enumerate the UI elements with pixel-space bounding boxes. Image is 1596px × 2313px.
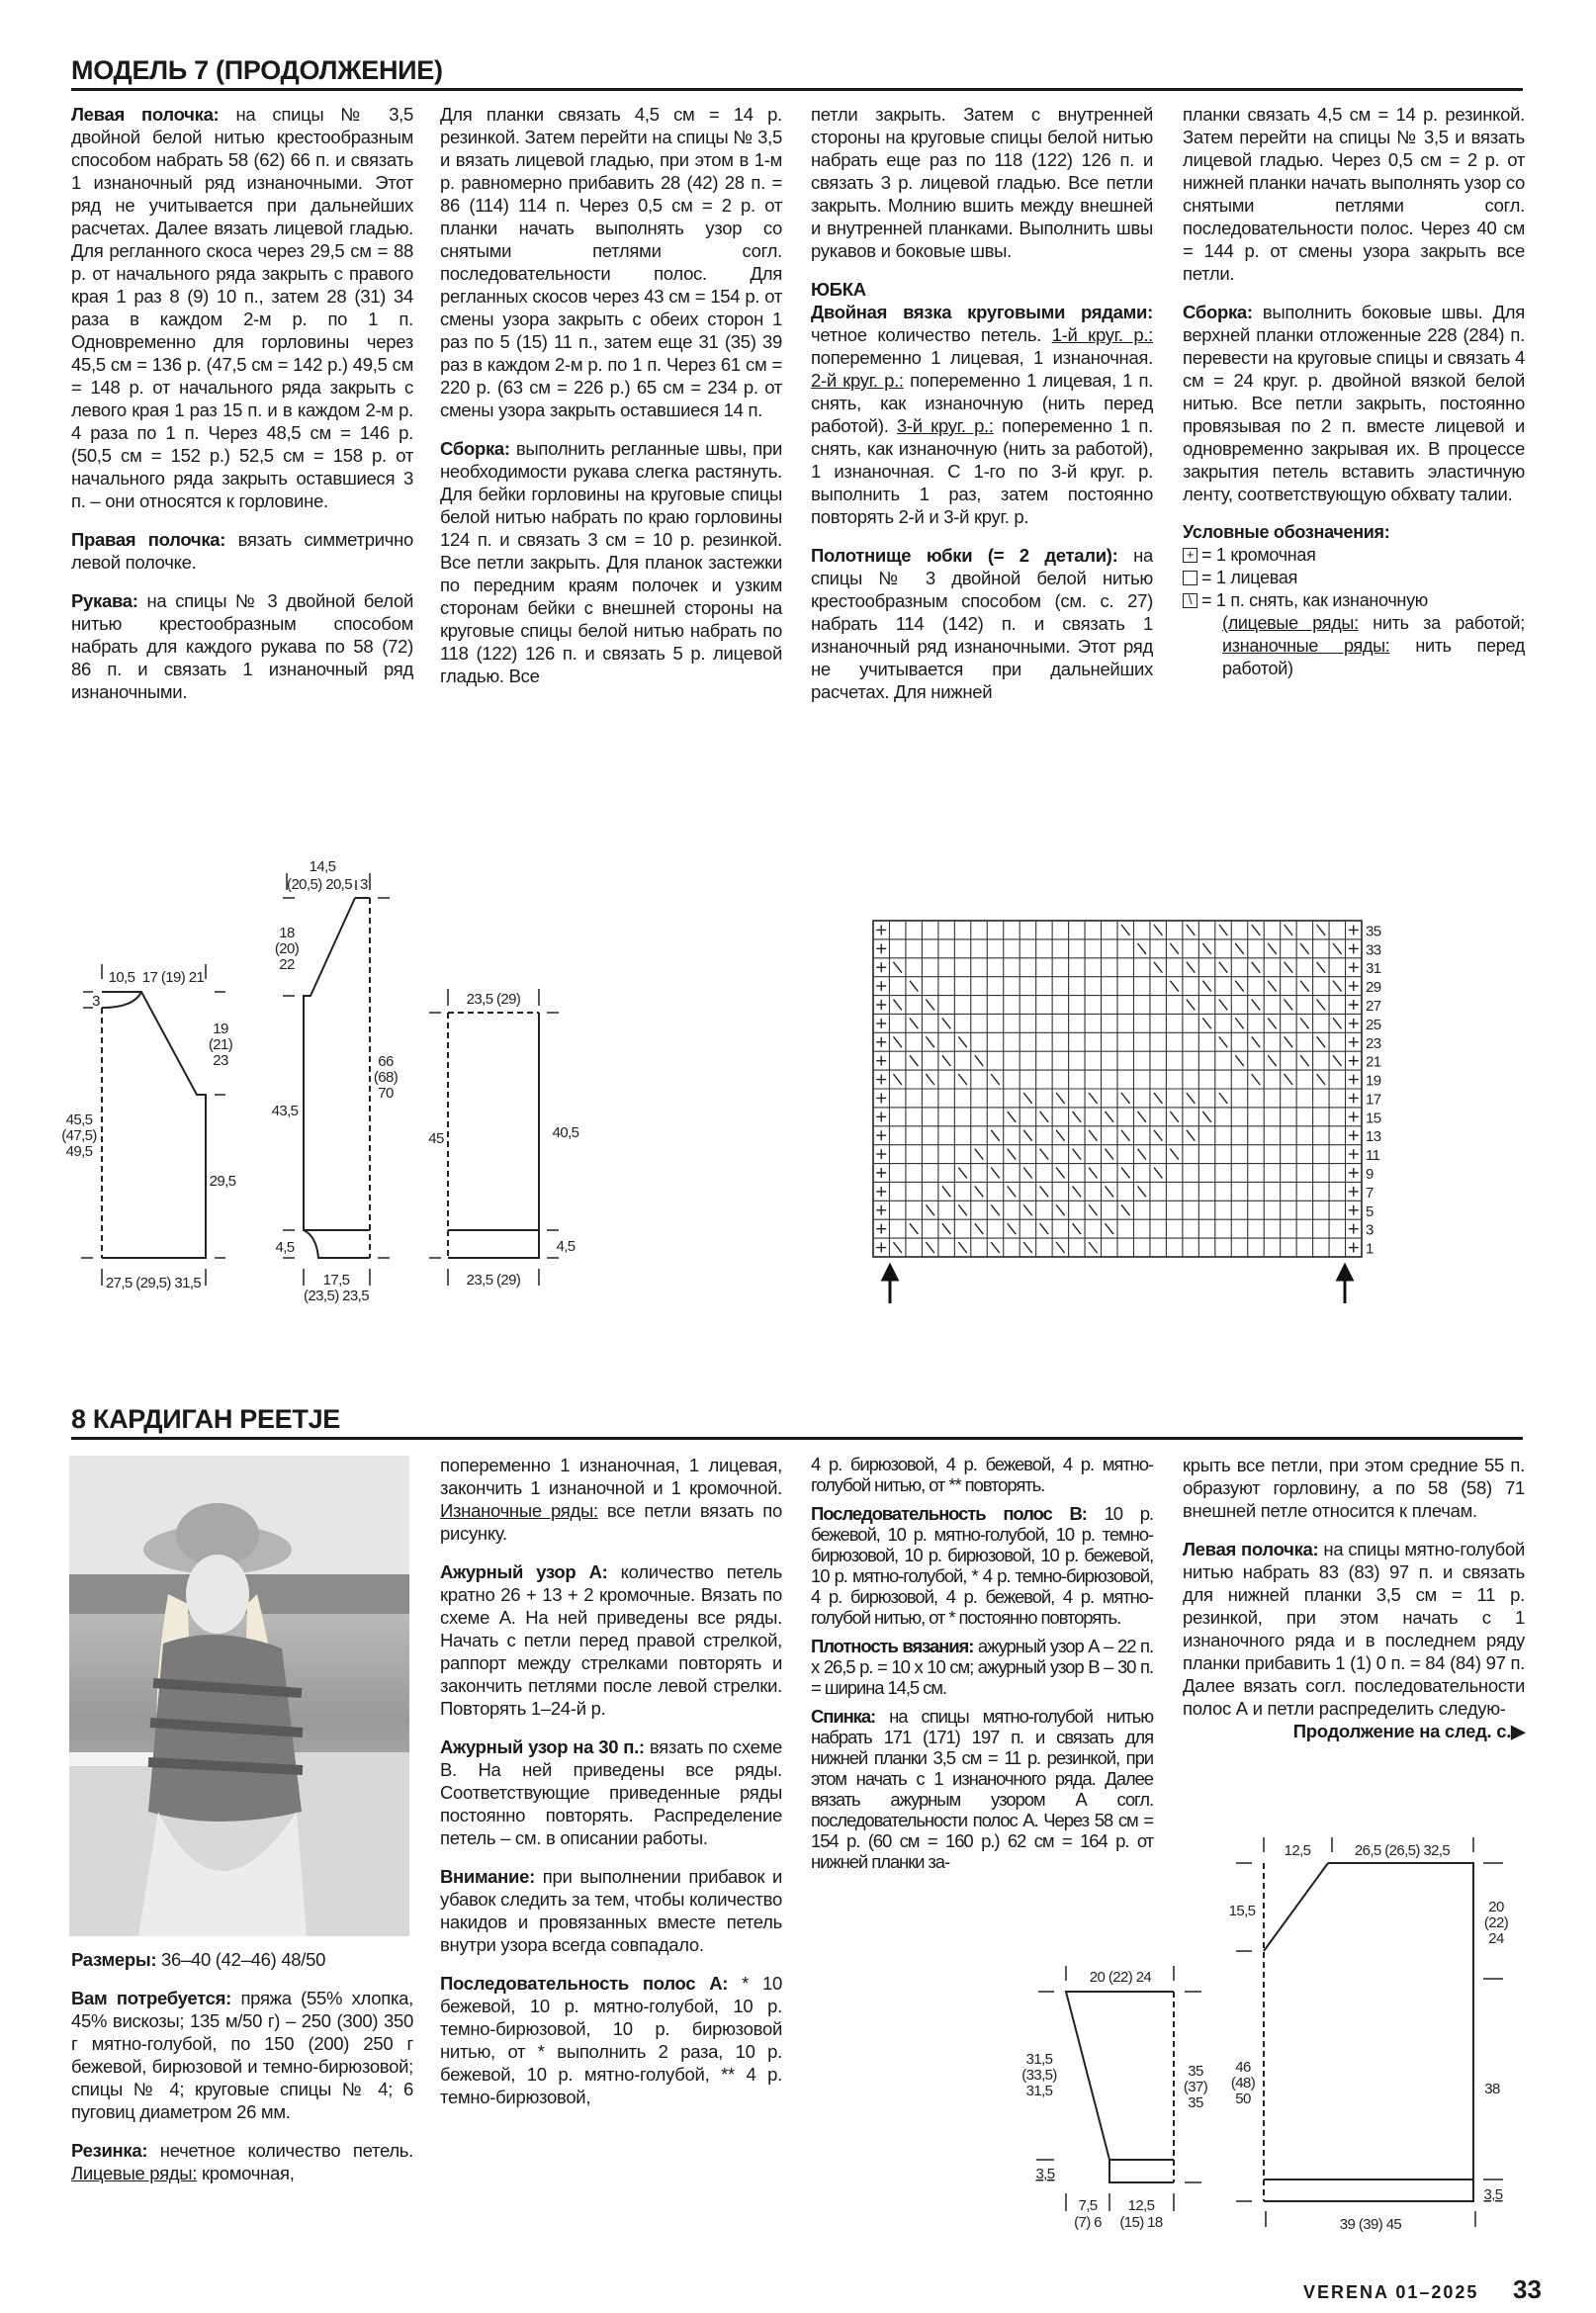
text: выполнить боковые швы. Для верхней планки отложенные 228 (284) п. перевести на круговые спицы и связать 4 см = 24 круг. р. двойной вязкой белой нитью. Все петли закрыть, постоянно провязывая по 2 п. вместе лицевой и одновременно закрывая их. В процессе закрытия петель вставить эластичную ленту, соответствующую обхвату талии. bbox=[1183, 302, 1525, 504]
cf-side-height: 35 bbox=[1188, 2063, 1203, 2080]
slash-box-icon: \ bbox=[1183, 593, 1197, 608]
row-label: 23 bbox=[1366, 1034, 1381, 1052]
section-title-cardigan: 8 КАРДИГАН PEETJE bbox=[71, 1404, 1523, 1440]
text: нить за работой; bbox=[1358, 613, 1525, 633]
text: количество петель кратно 26 + 13 + 2 кромочные. Вязать по схеме А. На ней приведены все ряды. Начать с петли перед правой стрелкой, раппорт между стрелками повторять и закончить петлями после левой стрелки. Повторять 1–24-й р. bbox=[440, 1561, 782, 1719]
cf-bottom-width-1: (7) 6 bbox=[1074, 2214, 1102, 2231]
lead: Двойная вязка круговыми рядами: bbox=[811, 302, 1153, 322]
cb-width: 39 (39) 45 bbox=[1339, 2216, 1402, 2233]
cf-side-height: 35 bbox=[1188, 2094, 1203, 2111]
text: на спицы № 3 двойной белой нитью крестообразным способом набрать для каждого рукава по 58 (72) 86 п. и связать 1 изнаночный ряд изнаночными. bbox=[71, 590, 413, 702]
repeat-arrows bbox=[883, 1266, 1352, 1303]
row-label: 17 bbox=[1366, 1091, 1381, 1109]
lead: Спинка: bbox=[811, 1706, 876, 1727]
sleeve-total-height: 70 bbox=[378, 1085, 394, 1102]
lead: Вам потребуется: bbox=[71, 1988, 232, 2008]
paragraph-stripes-a-cont: 4 р. бирюзовой, 4 р. бежевой, 4 р. мятно-голубой нитью, от ** повторять. bbox=[811, 1454, 1153, 1495]
cf-bottom-width-2: (15) 18 bbox=[1119, 2214, 1163, 2231]
paragraph-sleeves-cont: Для планки связать 4,5 см = 14 р. резинкой. Затем перейти на спицы № 3,5 и вязать лицевой гладью, при этом в 1-м р. равномерно прибавить 28 (42) 28 п. = 86 (114) 114 п. Через 0,5 см = 2 р. от планки начать выполнять узор со снятыми петлями согл. последовательности полос. Для регланных скосов через 43 см = 154 р. от смены узора закрыть с обеих сторон 1 раз по 5 (15) 11 п., затем еще 31 (35) 39 раз в каждом 2-м р. по 1 п. Через 61 см = 220 р. (63 см = 226 р.) 65 см = 234 р. от смены узора закрыть оставшиеся 14 п. bbox=[440, 104, 782, 420]
lead: Правая полочка: bbox=[71, 529, 226, 550]
sleeve-top-width: (20,5) 20,5 bbox=[287, 876, 352, 893]
cb-side-height: 38 bbox=[1484, 2081, 1500, 2097]
legend-label: = 1 п. снять, как изнаночную bbox=[1201, 590, 1428, 610]
sleeve-top-width: 14,5 bbox=[309, 858, 336, 875]
rs-label: (лицевые ряды: bbox=[1222, 613, 1359, 633]
text: на спицы № 3 двойной белой нитью крестообразным способом (см. с. 27) набрать 114 (142) п. и связать 1 изнаночный ряд изнаночными. Этот ряд не учитывается при дальнейших расчетах. Для нижней bbox=[811, 545, 1153, 702]
text: на спицы мятно-голубой нитью набрать 83 (83) 97 п. и связать для нижней планки 3,5 см = 11 р. резинкой, при этом начать с 1 изнаночного ряда и в последнем ряду планки прибавить 1 (1) 0 п. = 84 (84) 97 п. Далее вязать согл. последовательности полос А и петли распределить следую- bbox=[1183, 1539, 1526, 1719]
front-total-height: 49,5 bbox=[65, 1143, 93, 1160]
lead: Последовательность полос А: bbox=[440, 1973, 729, 1994]
lead: Сборка: bbox=[1183, 302, 1253, 322]
text: четное количество петель. bbox=[811, 324, 1052, 345]
text: связать для нижней планки 3,5 см = 11 р. резинкой, при этом начать с 1 изнаночного ряда. Далее вязать ажурным узором А согл. последовательности полос А. Через 58 см = 154 р. (60 см = 160 р.) 62 см = 164 р. от нижней планки за- bbox=[811, 1727, 1154, 1872]
front-schematic bbox=[81, 964, 225, 1286]
lead: Полотнище юбки (= 2 детали): bbox=[811, 545, 1118, 566]
sleeve-total-height: (68) bbox=[373, 1069, 399, 1086]
cb-neck-width: 12,5 bbox=[1284, 1842, 1311, 1859]
skirt-total-height: 45 bbox=[428, 1130, 444, 1147]
row-label: 31 bbox=[1366, 960, 1381, 978]
text: попеременно 1 изнаночная, 1 лицевая, закончить 1 изнаночной и 1 кромочной. bbox=[440, 1455, 782, 1498]
sleeve-width: (23,5) 23,5 bbox=[304, 1288, 369, 1304]
row-label: 27 bbox=[1366, 998, 1381, 1015]
row-label: 3 bbox=[1366, 1221, 1374, 1239]
row-label: 21 bbox=[1366, 1053, 1381, 1071]
lead: Рукава: bbox=[71, 590, 138, 611]
legend-label: = 1 лицевая bbox=[1201, 568, 1298, 587]
sleeve-raglan-height: (20) bbox=[274, 940, 300, 957]
front-side-height: 29,5 bbox=[209, 1173, 236, 1190]
text: попеременно 1 п. снять, как изнаночную (нить за работой), 1 изнаночная. С 1-го по 3-й круг. р. выполнить 1 раз, затем постоянно повторять 2-й и 3-й круг. р. bbox=[811, 415, 1153, 527]
text: вязать по схеме В. На ней приведены все ряды. Соответствующие приведенные ряды постоянно повторять. Распределение петель – см. в описании работы. bbox=[440, 1736, 782, 1848]
sleeve-total-height: 66 bbox=[378, 1053, 394, 1070]
legend-label: = 1 кромочная bbox=[1201, 545, 1316, 565]
row-label: 19 bbox=[1366, 1072, 1381, 1090]
front-total-height: (47,5) bbox=[61, 1127, 97, 1144]
paragraph-skirt-panel-cont: планки связать 4,5 см = 14 р. резинкой. Затем перейти на спицы № 3,5 и вязать лицевой гладью. Через 0,5 см = 2 р. от нижней планки начать выполнять узор со снятыми петлями согл. последовательности полос. Через 40 см = 144 р. от смены узора закрыть все петли. bbox=[1183, 104, 1525, 284]
cf-bottom-width-1: 7,5 bbox=[1078, 2197, 1098, 2214]
cf-top-width: 20 (22) 24 bbox=[1089, 1969, 1152, 1986]
front-neck-width: 10,5 bbox=[108, 969, 135, 986]
lead: Сборка: bbox=[440, 438, 510, 459]
cb-neck-height: 15,5 bbox=[1228, 1903, 1256, 1919]
skirt-body-height: 40,5 bbox=[552, 1124, 579, 1141]
row-label: 33 bbox=[1366, 941, 1381, 959]
sleeve-body-height: 43,5 bbox=[271, 1103, 299, 1119]
skirt-title: ЮБКА bbox=[811, 279, 866, 300]
sleeve-cuff-height: 4,5 bbox=[275, 1239, 295, 1256]
legend-title: Условные обозначения: bbox=[1183, 522, 1390, 542]
cardigan-front-schematic bbox=[1036, 1966, 1201, 2211]
text: при выполнении прибавок и убавок следить за тем, чтобы количество накидов и провязанных вместе петель внутри узора всегда совпадало. bbox=[440, 1866, 782, 1955]
text: на спицы мятно-голубой нитью набрать 171 (171) 197 п. и bbox=[811, 1706, 1153, 1747]
cb-band-height: 3,5 bbox=[1483, 2186, 1503, 2203]
cf-slant-height: 31,5 bbox=[1025, 2051, 1053, 2068]
front-raglan-height: 19 bbox=[213, 1021, 228, 1037]
skirt-schematic bbox=[429, 989, 559, 1286]
cb-armhole-height: (22) bbox=[1483, 1914, 1509, 1931]
text: попеременно 1 лицевая, 1 изнаночная. bbox=[811, 347, 1153, 368]
cardigan-back-schematic bbox=[1236, 1837, 1503, 2227]
skirt-band-height: 4,5 bbox=[556, 1238, 576, 1255]
text: нить перед работой) bbox=[1222, 636, 1525, 678]
cf-slant-height: (33,5) bbox=[1021, 2067, 1057, 2084]
lead: Плотность вязания: bbox=[811, 1636, 974, 1656]
lead: Размеры: bbox=[71, 1949, 157, 1970]
lead: Левая полочка: bbox=[1183, 1539, 1319, 1559]
text: кромочная, bbox=[197, 2163, 295, 2183]
text: 10 р. бежевой, 10 р. мятно-голубой, 10 р. темно-бирюзовой, 10 р. бирюзовой, 10 р. бежевой, 10 р. мятно-голубой, * 4 р. темно-бирюзовой, 4 р. бирюзовой, 4 р. бежевой, 4 р. мятно-голубой нитью, от * постоянно повторять. bbox=[811, 1503, 1154, 1628]
row-label: 7 bbox=[1366, 1184, 1374, 1201]
cf-side-height: (37) bbox=[1183, 2079, 1208, 2095]
arrow-up-icon bbox=[1338, 1266, 1352, 1303]
cf-bottom-width-2: 12,5 bbox=[1127, 2197, 1155, 2214]
row-label: 29 bbox=[1366, 979, 1381, 997]
text: попеременно 1 лицевая, 1 п. снять, как изнаночную (нить перед работой). bbox=[811, 370, 1154, 436]
row-label: 5 bbox=[1366, 1202, 1374, 1220]
text: на спицы № 3,5 двойной белой нитью крестообразным способом набрать 58 (62) 66 п. и связать 1 изнаночный ряд изнаночными. Этот ряд не учитывается при дальнейших расчетах. Далее вязать лицевой гладью. Для регланного скоса через 29,5 см = 88 р. от начального ряда закрыть с правого края 1 раз 8 (9) 10 п., затем 28 (31) 34 раза в каждом 2-м р. по 1 п. Одновременно для горловины через 45,5 см = 136 р. (47,5 см = 142 р.) 49,5 см = 148 р. от начального ряда закрыть с левого края 1 раз 15 п. и в каждом 2-м р. 4 раза по 1 п. Через 48,5 см = 146 р. (50,5 см = 152 р.) 52,5 см = 158 р. от начального ряда закрыть оставшиеся 3 п. – они относятся к горловине. bbox=[71, 104, 414, 511]
cb-total-height: (48) bbox=[1230, 2075, 1256, 2091]
continued-link[interactable]: Продолжение на след. с.▶ bbox=[1292, 1721, 1525, 1741]
paragraph-assembly-cont: петли закрыть. Затем с внутренней стороны на круговые спицы белой нитью набрать еще раз по 118 (122) 126 п. и связать 3 р. лицевой гладью. Все петли закрыть. Молнию вшить между внешней и внутренней планками. Выполнить швы рукавов и боковые швы. bbox=[811, 104, 1153, 261]
lead: Ажурный узор на 30 п.: bbox=[440, 1736, 645, 1757]
sleeve-top-width: 3 bbox=[360, 876, 368, 893]
page-number: 33 bbox=[1513, 2274, 1542, 2304]
front-neck-depth: 3 bbox=[92, 993, 100, 1010]
cf-slant-height: 31,5 bbox=[1025, 2083, 1053, 2099]
cb-shoulder-width: 26,5 (26,5) 32,5 bbox=[1354, 1842, 1451, 1859]
row-label: 1 bbox=[1366, 1240, 1374, 1258]
skirt-bottom-width: 23,5 (29) bbox=[466, 1272, 521, 1289]
row-label: 15 bbox=[1366, 1110, 1381, 1127]
cb-total-height: 46 bbox=[1235, 2059, 1251, 2076]
row-label: 11 bbox=[1366, 1147, 1380, 1165]
text: вязать симметрично левой полочке. bbox=[71, 529, 413, 573]
skirt-top-width: 23,5 (29) bbox=[466, 991, 521, 1008]
text: ажурный узор А – 22 п. х 26,5 р. = 10 х 10 см; ажурный узор В – 30 п. = ширина 14,5 см. bbox=[811, 1636, 1153, 1698]
text: выполнить регланные швы, при необходимости рукава слегка растянуть. Для бейки горловины на круговые спицы белой нитью набрать по краю горловины 124 п. и связать 3 см = 10 р. резинкой. Все петли закрыть. Для планок застежки по передним краям полочек и узким сторонам бейки с внешней стороны на круговые спицы белой нитью набрать по 118 (122) 126 п. и связать 5 р. лицевой гладью. Все bbox=[440, 438, 782, 686]
cb-total-height: 50 bbox=[1235, 2091, 1251, 2107]
cb-armhole-height: 20 bbox=[1488, 1899, 1504, 1915]
text: 36–40 (42–46) 48/50 bbox=[156, 1949, 326, 1970]
row-label: 13 bbox=[1366, 1128, 1381, 1146]
lead: Внимание: bbox=[440, 1866, 535, 1887]
front-raglan-height: 23 bbox=[213, 1052, 228, 1069]
magazine-issue: VERENA 01–2025 bbox=[1303, 2282, 1479, 2302]
round-2-label: 2-й круг. р.: bbox=[811, 370, 904, 391]
text: нечетное количество петель. bbox=[147, 2140, 413, 2161]
cb-armhole-height: 24 bbox=[1488, 1930, 1504, 1947]
text: все петли вязать по рисунку. bbox=[440, 1500, 782, 1544]
row-label: 35 bbox=[1366, 923, 1381, 940]
lead: Последовательность полос В: bbox=[811, 1503, 1087, 1524]
row-label: 25 bbox=[1366, 1016, 1381, 1033]
front-raglan-height: (21) bbox=[208, 1036, 233, 1053]
rs-label: Лицевые ряды: bbox=[71, 2163, 198, 2183]
sleeve-width: 17,5 bbox=[322, 1272, 350, 1289]
text: * 10 бежевой, 10 р. мятно-голубой, 10 р. темно-бирюзовой, 10 р. бирюзовой нитью, от * выполнить 2 раза, 10 р. бежевой, 10 р. мятно-голубой, ** 4 р. темно-бирюзовой, bbox=[440, 1973, 782, 2107]
knitting-chart bbox=[873, 921, 1381, 1258]
front-shoulder-width: 17 (19) 21 bbox=[141, 969, 205, 986]
ws-label: изнаночные ряды: bbox=[1222, 636, 1390, 656]
lead: Ажурный узор А: bbox=[440, 1561, 608, 1582]
sleeve-raglan-height: 18 bbox=[279, 925, 295, 941]
round-3-label: 3-й круг. р.: bbox=[896, 415, 994, 436]
round-1-label: 1-й круг. р.: bbox=[1051, 324, 1153, 345]
lead: Резинка: bbox=[71, 2140, 148, 2161]
plus-box-icon: + bbox=[1183, 548, 1197, 563]
section-title-model-7: МОДЕЛЬ 7 (ПРОДОЛЖЕНИЕ) bbox=[71, 55, 1523, 91]
sleeve-raglan-height: 22 bbox=[279, 956, 295, 973]
ws-label: Изнаночные ряды: bbox=[440, 1500, 598, 1521]
front-total-height: 45,5 bbox=[65, 1112, 93, 1128]
arrow-up-icon bbox=[883, 1266, 897, 1303]
cf-band-height: 3,5 bbox=[1035, 2166, 1055, 2182]
text: пряжа (55% хлопка, 45% вискозы; 135 м/50 г) – 250 (300) 350 г мятно-голубой, по 150 (200) 250 г бежевой, бирюзовой и темно-бирюзовой; спицы № 4; круговые спицы № 4; 6 пуговиц диаметром 26 мм. bbox=[71, 1988, 413, 2122]
row-label: 9 bbox=[1366, 1166, 1374, 1183]
front-width: 27,5 (29,5) 31,5 bbox=[105, 1275, 202, 1291]
lead: Левая полочка: bbox=[71, 104, 220, 125]
paragraph-back-cont: крыть все петли, при этом средние 55 п. образуют горловину, а по 58 (58) 71 внешней петле относится к плечам. bbox=[1183, 1455, 1525, 1521]
